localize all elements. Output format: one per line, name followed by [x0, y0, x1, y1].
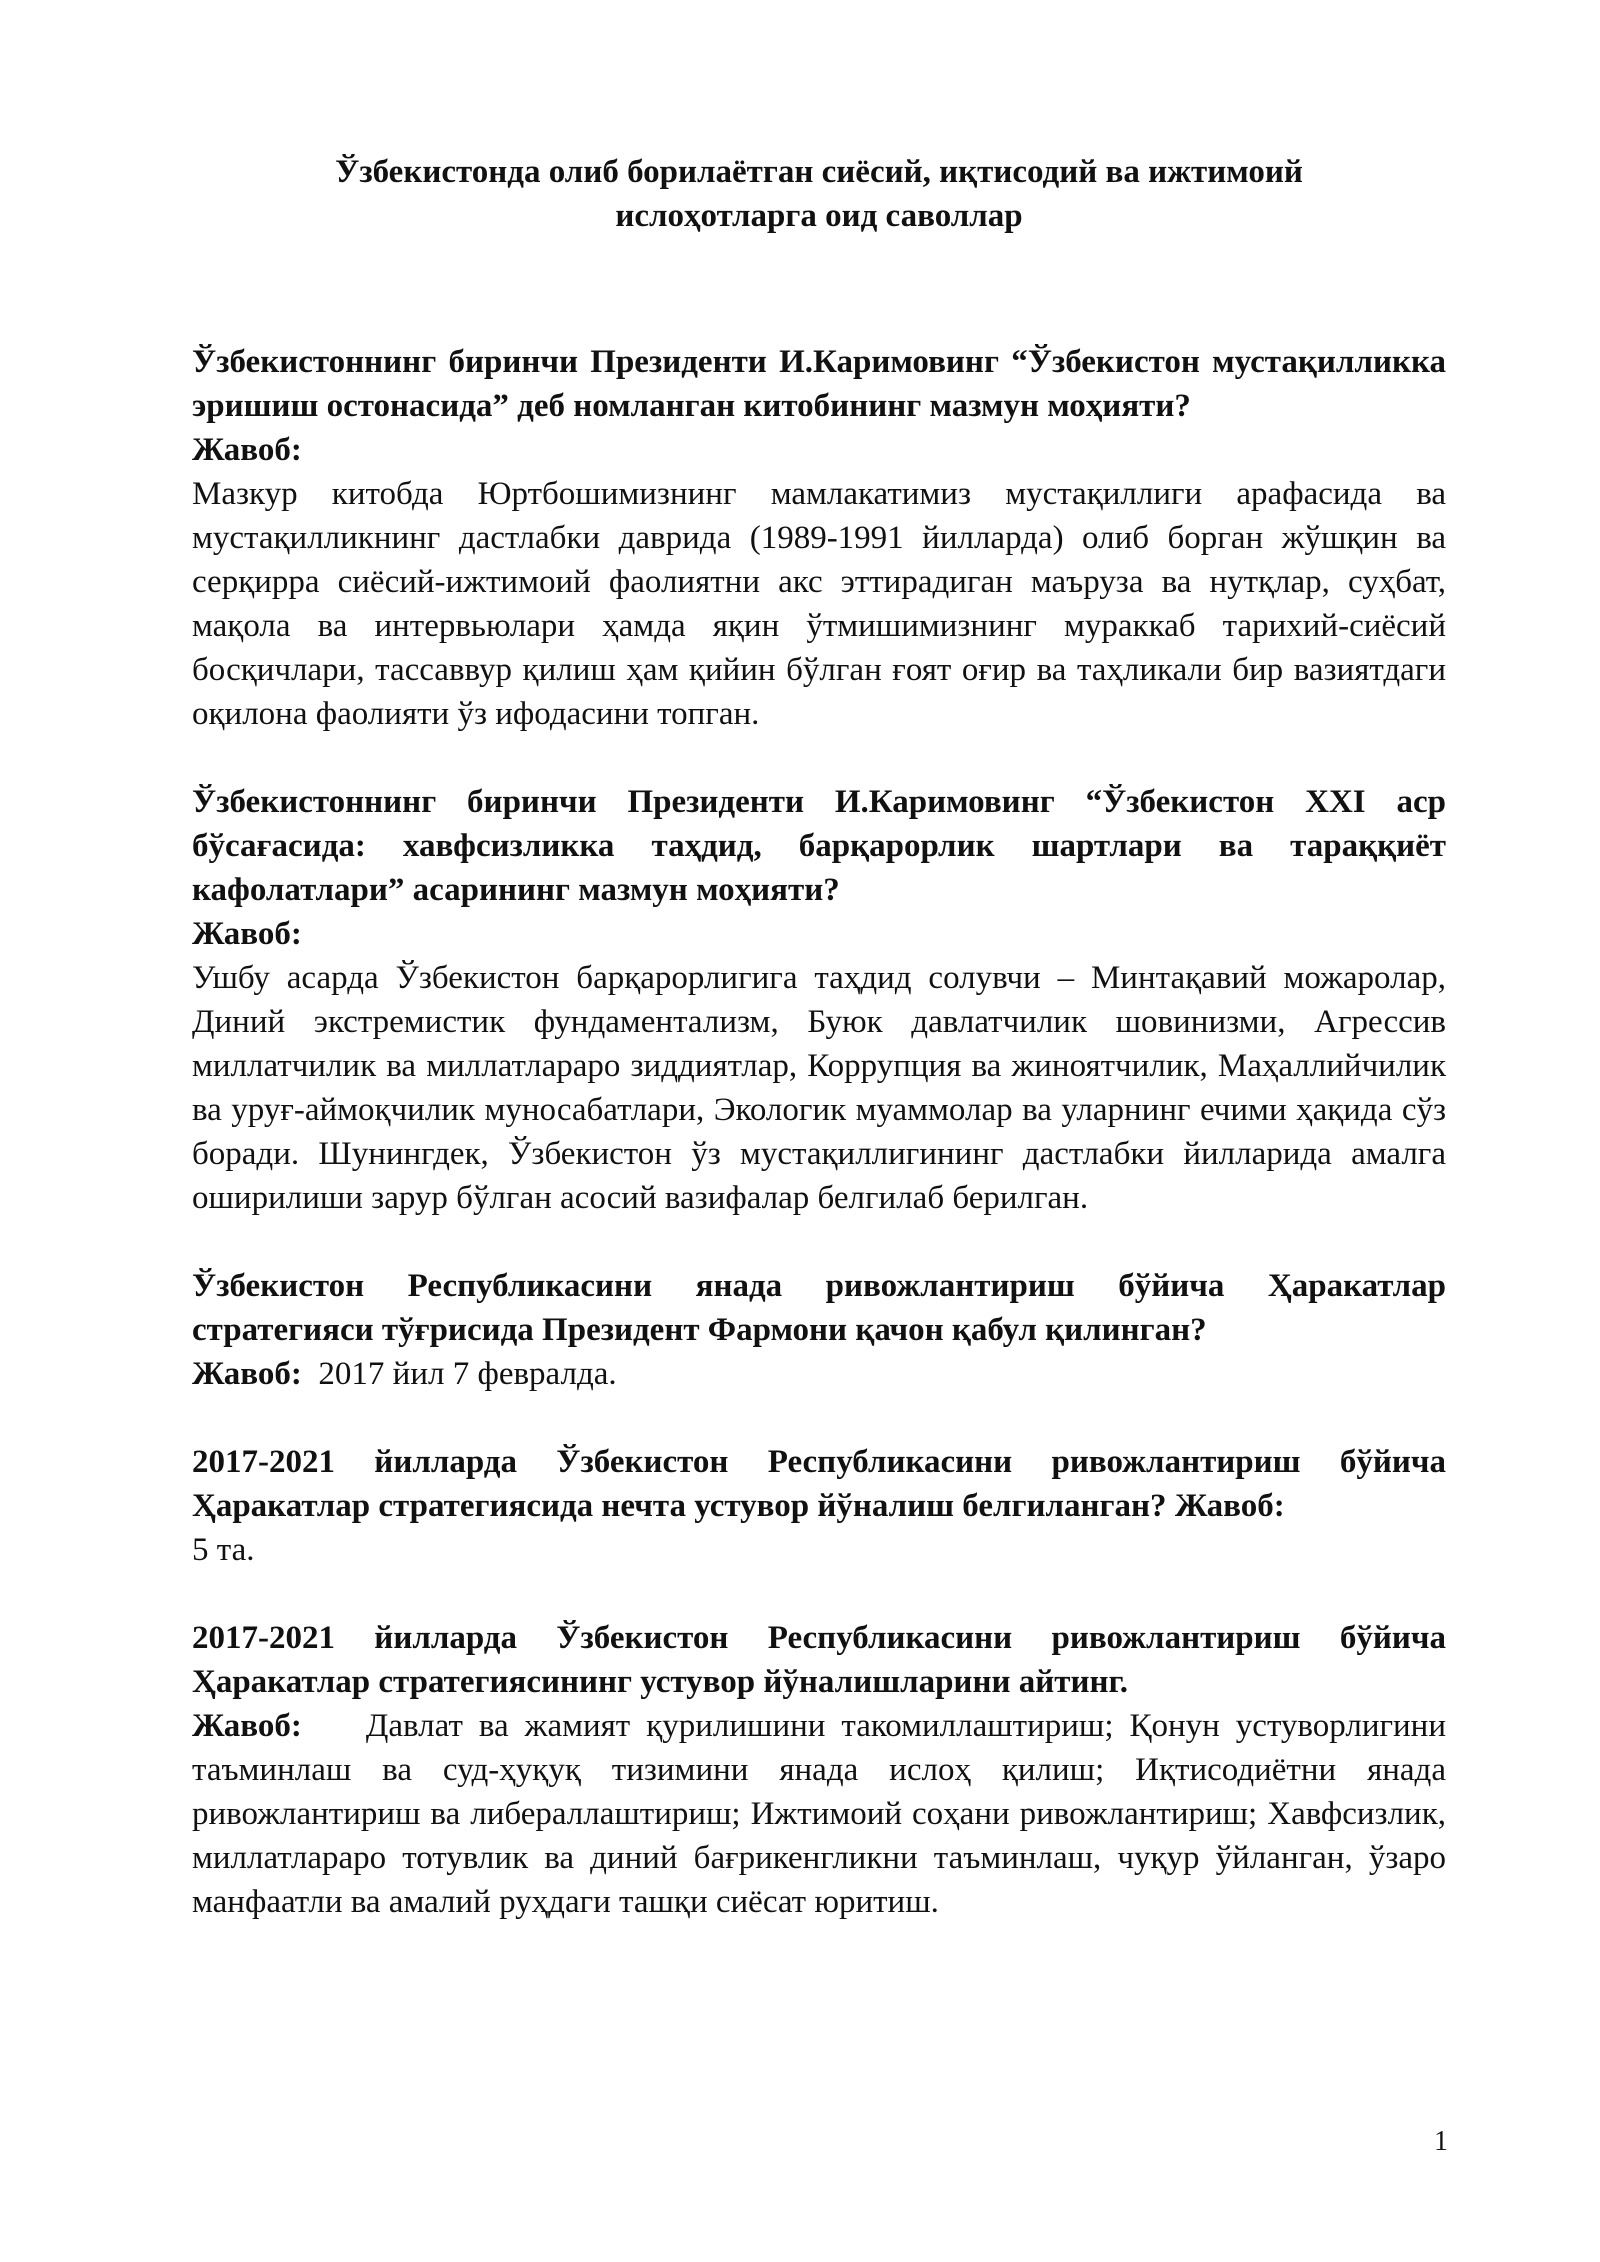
- answer-2: Ушбу асарда Ўзбекистон барқарорлигига таҳдид солувчи – Минтақавий можаролар, Диний экстремистик фундаментализм, Буюк давлатчилик шовинизми, Агрессив миллатчилик ва миллатлараро зиддиятлар, Коррупция ва жиноятчилик, Маҳаллийчилик ва уруғ-аймоқчилик муносабатлари, Экологик муаммолар ва уларнинг ечими ҳақида сўз боради. Шунингдек, Ўзбекистон ўз мустақиллигининг дастлабки йилларида амалга оширилиши зарур бўлган асосий вазифалар белгилаб берилган.: [192, 960, 1446, 1216]
- title-line-2: ислоҳотларга оид саволлар: [615, 198, 1023, 234]
- title-line-1: Ўзбекистонда олиб борилаётган сиёсий, иқтисодий ва ижтимоий: [335, 154, 1303, 190]
- answer-block-2: [192, 912, 1446, 1220]
- question-5: 2017-2021 йилларда Ўзбекистон Республикасини ривожлантириш бўйича Ҳаракатлар стратегиясининг устувор йўналишларини айтинг.: [192, 1620, 1446, 1700]
- answer-1: Мазкур китобда Юртбошимизнинг мамлакатимиз мустақиллиги арафасида ва мустақилликнинг дастлабки даврида (1989-1991 йилларда) олиб борган жўшқин ва серқирра сиёсий-ижтимоий фаолиятни акс эттирадиган маъруза ва нутқлар, суҳбат, мақола ва интервьюлари ҳамда яқин ўтмишимизнинг мураккаб тарихий-сиёсий босқичлари, тассаввур қилиш ҳам қийин бўлган ғоят оғир ва таҳликали бир вазиятдаги оқилона фаолияти ўз ифодасини топган.: [192, 476, 1446, 732]
- answer-label-2: Жавоб:: [192, 916, 302, 952]
- qa-item-5: [192, 1616, 1446, 1924]
- answer-block-1: [192, 428, 1446, 736]
- question-block-4: [192, 1440, 1446, 1528]
- qa-item-2: [192, 780, 1446, 1220]
- question-2: Ўзбекистоннинг биринчи Президенти И.Каримовинг “Ўзбекистон XXI аср бўсағасида: хавфсизликка таҳдид, барқарорлик шартлари ва тараққиёт кафолатлари” асарининг мазмун моҳияти?: [192, 784, 1446, 908]
- answer-4: 5 та.: [192, 1532, 255, 1568]
- question-1: Ўзбекистоннинг биринчи Президенти И.Каримовинг “Ўзбекистон мустақилликка эришиш остонасида” деб номланган китобининг мазмун моҳияти?: [192, 344, 1446, 424]
- answer-block-5: [192, 1704, 1446, 1924]
- answer-block-3: [192, 1352, 1446, 1396]
- page-number: 1: [1434, 2126, 1448, 2157]
- answer-label-4: Жавоб:: [1174, 1488, 1285, 1524]
- document-page: [192, 150, 1446, 1968]
- qa-item-1: [192, 340, 1446, 736]
- question-3: Ўзбекистон Республикасини янада ривожлантириш бўйича Ҳаракатлар стратегияси тўғрисида Президент Фармони қачон қабул қилинган?: [192, 1268, 1446, 1348]
- answer-label-1: Жавоб:: [192, 432, 302, 468]
- answer-5: Давлат ва жамият қурилишини такомиллаштириш; Қонун устуворлигини таъминлаш ва суд-ҳуқуқ тизимини янада ислоҳ қилиш; Иқтисодиётни янада ривожлантириш ва либераллаштириш; Ижтимоий соҳани ривожлантириш; Хавфсизлик, миллатлараро тотувлик ва диний бағрикенгликни таъминлаш, чуқур ўйланган, ўзаро манфаатли ва амалий руҳдаги ташқи сиёсат юритиш.: [192, 1708, 1446, 1920]
- qa-item-3: [192, 1264, 1446, 1396]
- qa-item-4: [192, 1440, 1446, 1572]
- question-4: 2017-2021 йилларда Ўзбекистон Республикасини ривожлантириш бўйича Ҳаракатлар стратегиясида нечта устувор йўналиш белгиланган?: [192, 1444, 1446, 1524]
- answer-3: 2017 йил 7 февралда.: [318, 1356, 617, 1392]
- document-title: [192, 150, 1446, 238]
- answer-label-5: Жавоб:: [192, 1708, 302, 1744]
- answer-label-3: Жавоб:: [192, 1356, 302, 1392]
